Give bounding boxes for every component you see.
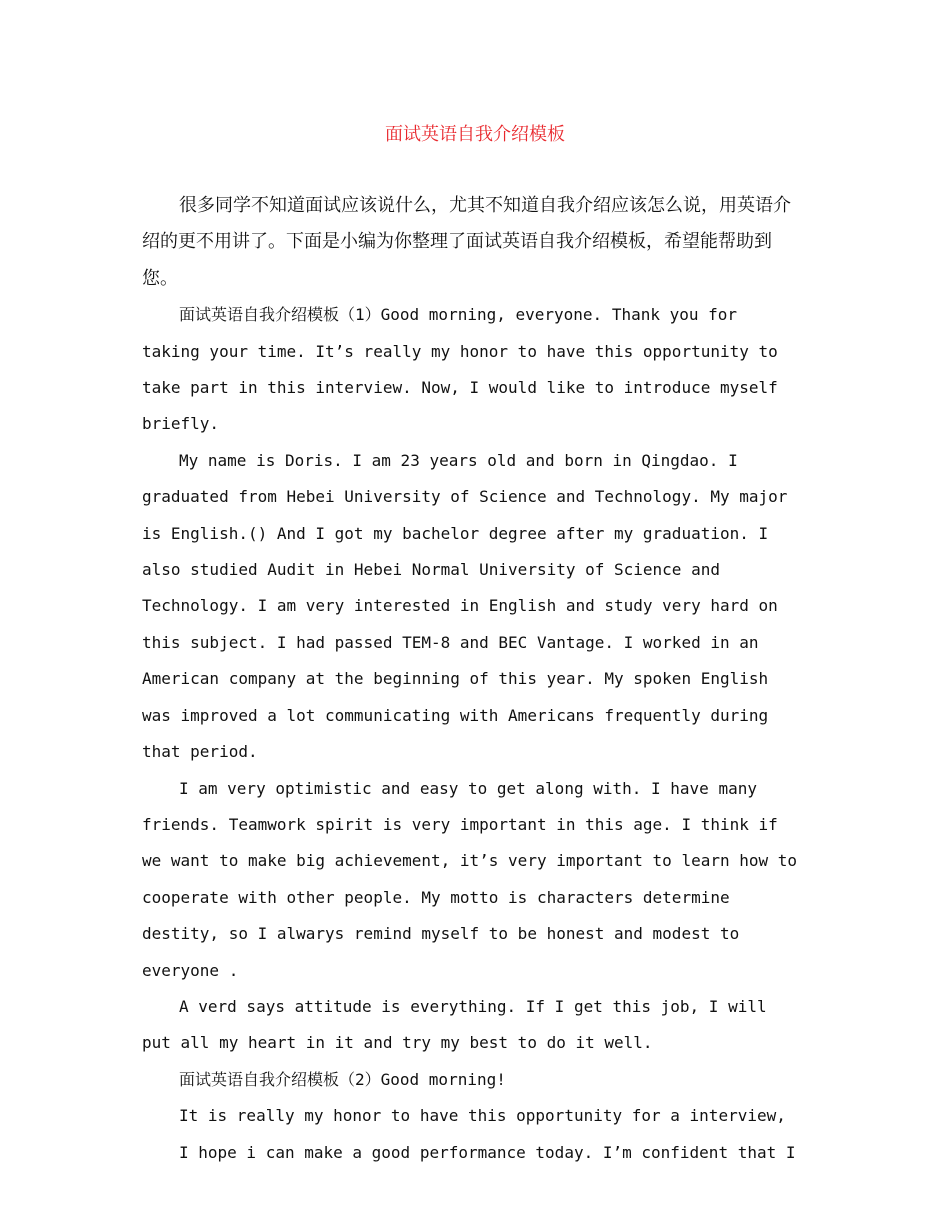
attitude-paragraph: A verd says attitude is everything. If I get this job, I will put all my heart in it and try my best to do it well. <box>142 996 777 1053</box>
document-title: 面试英语自我介绍模板 <box>385 124 565 145</box>
document-body <box>142 188 807 1171</box>
honor-line-paragraph: It is really my honor to have this opportunity for a interview, <box>179 1106 786 1126</box>
template-2-paragraph: 面试英语自我介绍模板（2）Good morning! <box>179 1069 506 1089</box>
personality-paragraph: I am very optimistic and easy to get along with. I have many friends. Teamwork spirit is very important in this age. I think if we want to make big achievement, it’s very important to learn how to cooperate with other people. My motto is characters determine destity, so I alwarys remind myself to be honest and modest to everyone . <box>142 778 807 980</box>
intro-paragraph: 很多同学不知道面试应该说什么，尤其不知道自我介绍应该怎么说，用英语介绍的更不用讲了。下面是小编为你整理了面试英语自我介绍模板，希望能帮助到您。 <box>142 195 791 289</box>
template-1-paragraph: 面试英语自我介绍模板（1）Good morning, everyone. Thank you for taking your time. It’s really my honor to have this opportunity to take part in this interview. Now, I would like to introduce myself briefly. <box>142 305 788 434</box>
name-education-paragraph: My name is Doris. I am 23 years old and born in Qingdao. I graduated from Hebei University of Science and Technology. My major is English.() And I got my bachelor degree after my graduation. I also studied Audit in Hebei Normal University of Science and Technology. I am very interested in English and study very hard on this subject. I had passed TEM-8 and BEC Vantage. I worked in an American company at the beginning of this year. My spoken English was improved a lot communicating with Americans frequently during that period. <box>142 450 798 762</box>
hope-line-paragraph: I hope i can make a good performance today. I’m confident that I <box>179 1142 796 1162</box>
